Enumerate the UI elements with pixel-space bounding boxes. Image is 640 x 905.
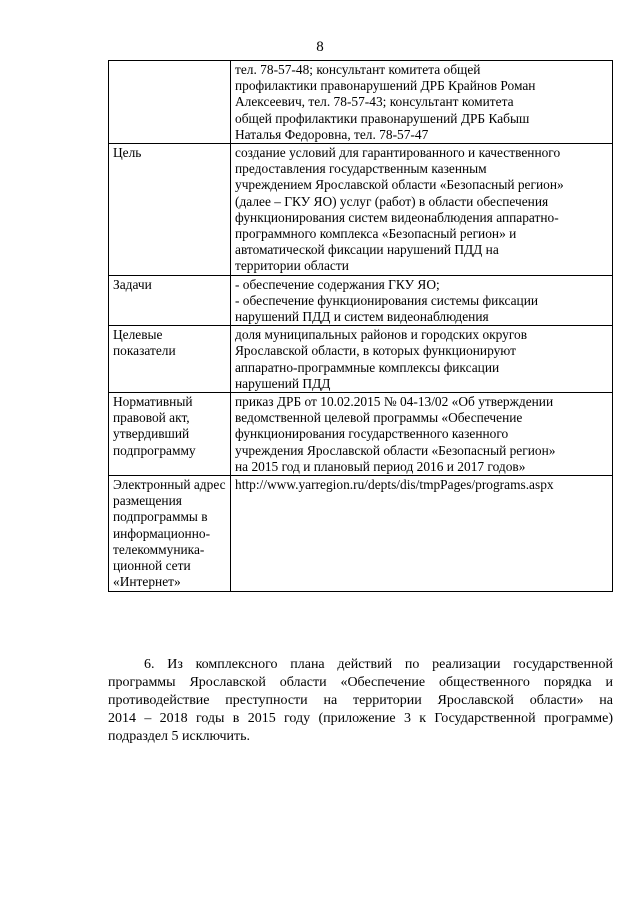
value-line: учреждения Ярославской области «Безопасный регион» — [235, 442, 556, 458]
row-value — [231, 144, 613, 276]
row-key: Нормативный правовой акт, утвердивший подпрограмму — [109, 393, 231, 476]
amendment-paragraph — [108, 656, 613, 746]
table-row — [109, 476, 613, 591]
value-line: функционирования государственного казенного — [235, 426, 509, 442]
value-line: предоставления государственным казенным — [235, 161, 487, 177]
row-key: Цель — [109, 144, 231, 276]
paragraph-line: противодействие преступности на территории Ярославской области» на — [108, 693, 613, 708]
table-row — [109, 326, 613, 393]
paragraph-line: программы Ярославской области «Обеспечение общественного порядка и — [108, 675, 613, 690]
row-key: Целевые показатели — [109, 326, 231, 393]
value-line: Ярославской области, в которых функционируют — [235, 343, 516, 359]
table-row — [109, 144, 613, 276]
page-number: 8 — [316, 39, 324, 55]
value-line: ведомственной целевой программы «Обеспечение — [235, 410, 523, 426]
table-row — [109, 275, 613, 326]
row-value — [231, 61, 613, 144]
paragraph-line: подраздел 5 исключить. — [108, 729, 250, 744]
value-line: Алексеевич, тел. 78-57-43; консультант комитета — [235, 94, 514, 110]
internet-address-link[interactable]: http://www.yarregion.ru/depts/dis/tmpPages/programs.aspx — [235, 477, 554, 493]
value-line: учреждением Ярославской области «Безопасный регион» — [235, 177, 564, 193]
paragraph-line: 6. Из комплексного плана действий по реализации государственной — [144, 657, 613, 672]
value-line: доля муниципальных районов и городских округов — [235, 327, 528, 343]
value-line: профилактики правонарушений ДРБ Крайнов Роман — [235, 78, 536, 94]
value-line: нарушений ПДД — [235, 375, 331, 391]
value-line: аппаратно-программные комплексы фиксации — [235, 359, 500, 375]
row-value — [231, 275, 613, 326]
table-row — [109, 393, 613, 476]
row-value — [231, 476, 613, 591]
table-row — [109, 61, 613, 144]
program-info-table — [108, 60, 613, 592]
value-line: приказ ДРБ от 10.02.2015 № 04-13/02 «Об утверждении — [235, 394, 554, 410]
paragraph-line: 2014 – 2018 годы в 2015 году (приложение 3 к Государственной программе) — [108, 711, 613, 726]
value-line: создание условий для гарантированного и качественного — [235, 145, 561, 161]
value-line: - обеспечение функционирования системы фиксации — [235, 292, 539, 308]
value-line: программного комплекса «Безопасный регион» и — [235, 226, 517, 242]
value-line: нарушений ПДД и систем видеонаблюдения — [235, 309, 489, 325]
row-key: Задачи — [109, 275, 231, 326]
row-value — [231, 393, 613, 476]
value-line: - обеспечение содержания ГКУ ЯО; — [235, 276, 440, 292]
value-line: на 2015 год и плановый период 2016 и 2017 годов» — [235, 458, 526, 474]
row-key: Электронный адрес размещения подпрограммы в информационно-телекоммуника-ционной сети «Интернет» — [109, 476, 231, 591]
value-line: территории области — [235, 258, 349, 274]
row-key — [109, 61, 231, 144]
value-line: тел. 78-57-48; консультант комитета общей — [235, 62, 481, 77]
value-line: автоматической фиксации нарушений ПДД на — [235, 242, 499, 258]
value-line: Наталья Федоровна, тел. 78-57-47 — [235, 126, 429, 142]
value-line: общей профилактики правонарушений ДРБ Кабыш — [235, 110, 530, 126]
row-value — [231, 326, 613, 393]
value-line: функционирования систем видеонаблюдения аппаратно- — [235, 209, 559, 225]
value-line: (далее – ГКУ ЯО) услуг (работ) в области обеспечения — [235, 193, 549, 209]
